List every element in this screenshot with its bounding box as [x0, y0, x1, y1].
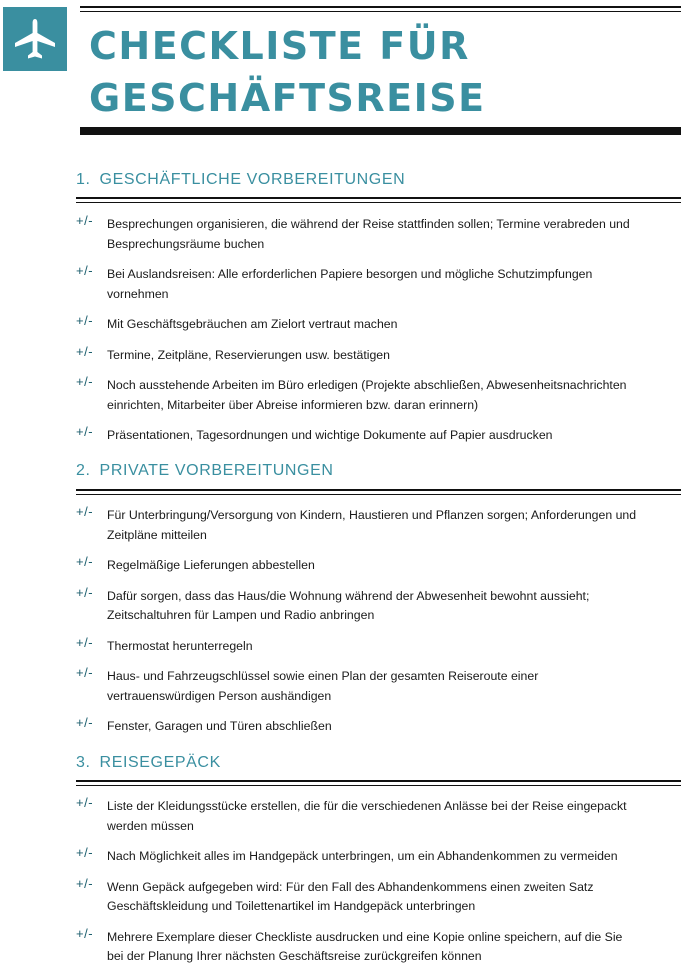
section-rule-thin: [76, 202, 681, 203]
checklist-item-text: Mehrere Exemplare dieser Checkliste ausdrucken und eine Kopie online speichern, auf die Sie bei der Planung Ihrer nächsten Geschäftsreise zurückgreifen können: [107, 929, 623, 963]
checklist-item-text: Dafür sorgen, dass das Haus/die Wohnung während der Abwesenheit bewohnt aussieht; Zeitschaltuhren für Lampen und Radio anbringen: [107, 588, 590, 622]
checklist-item-text: Thermostat herunterregeln: [107, 638, 253, 653]
header-rule-top-thin: [80, 11, 681, 12]
checklist-item: [0, 715, 682, 737]
section-heading: [76, 171, 405, 189]
checklist-private: [0, 504, 682, 746]
checklist-item: [0, 263, 682, 304]
checklist-item: [0, 795, 682, 836]
section-heading: [76, 754, 221, 772]
section-title: REISEGEPÄCK: [99, 754, 221, 771]
section-number: 2.: [76, 462, 91, 479]
checklist-item: [0, 635, 682, 657]
checklist-item-text: Mit Geschäftsgebräuchen am Zielort vertraut machen: [107, 317, 398, 331]
plus-minus-marker: +/-: [76, 374, 94, 389]
plus-minus-marker: +/-: [76, 263, 94, 278]
checklist-item-text: Besprechungen organisieren, die während der Reise stattfinden sollen; Termine verabreden und Besprechungsräume buchen: [107, 217, 630, 251]
checklist-item: [0, 876, 682, 917]
plus-minus-marker: +/-: [76, 584, 94, 600]
plus-minus-marker: +/-: [76, 343, 94, 359]
checklist-item: [0, 845, 682, 867]
airplane-icon: [11, 15, 59, 63]
checklist-item: [0, 665, 682, 706]
checklist-item-text: Präsentationen, Tagesordnungen und wichtige Dokumente auf Papier ausdrucken: [107, 428, 553, 442]
checklist-item-text: Bei Auslandsreisen: Alle erforderlichen Papiere besorgen und mögliche Schutzimpfungen vornehmen: [107, 267, 593, 301]
section-title: PRIVATE VORBEREITUNGEN: [99, 462, 334, 479]
section-heading: [76, 462, 334, 480]
logo-badge: [3, 7, 67, 71]
section-title: GESCHÄFTLICHE VORBEREITUNGEN: [99, 171, 406, 188]
checklist-business: [0, 213, 682, 455]
plus-minus-marker: +/-: [76, 504, 94, 519]
checklist-item: [0, 313, 682, 335]
section-rule-thin: [76, 785, 681, 786]
section-rule: [76, 197, 681, 199]
checklist-item: [0, 424, 682, 446]
checklist-item-text: Termine, Zeitpläne, Reservierungen usw. bestätigen: [107, 347, 390, 362]
checklist-item-text: Wenn Gepäck aufgegeben wird: Für den Fall des Abhandenkommens einen zweiten Satz Geschäftskleidung und Toilettenartikel im Handgepäck unterbringen: [107, 879, 594, 913]
page-title: [89, 20, 486, 124]
checklist-item-text: Fenster, Garagen und Türen abschließen: [107, 719, 332, 733]
checklist-item-text: Nach Möglichkeit alles im Handgepäck unterbringen, um ein Abhandenkommen zu vermeiden: [107, 849, 618, 863]
section-rule: [76, 780, 681, 782]
section-number: 1.: [76, 171, 91, 188]
checklist-item: [0, 374, 682, 415]
checklist-item-text: Regelmäßige Lieferungen abbestellen: [107, 558, 315, 572]
header-rule-top: [80, 6, 681, 8]
section-rule: [76, 489, 681, 491]
plus-minus-marker: +/-: [76, 845, 94, 860]
checklist-item: [0, 554, 682, 576]
checklist-item-text: Noch ausstehende Arbeiten im Büro erledigen (Projekte abschließen, Abwesenheitsnachrichten einrichten, Mitarbeiter über Abreise informieren bzw. daran erinnern): [107, 378, 627, 412]
plus-minus-marker: +/-: [76, 715, 94, 730]
plus-minus-marker: +/-: [76, 554, 94, 569]
page-title-line1: CHECKLISTE FÜR: [89, 24, 470, 68]
checklist-item-text: Liste der Kleidungsstücke erstellen, die für die verschiedenen Anlässe bei der Reise eingepackt werden müssen: [107, 799, 627, 833]
checklist-luggage: [0, 795, 682, 976]
checklist-item: [0, 926, 682, 967]
checklist-item: [0, 213, 682, 254]
section-number: 3.: [76, 754, 91, 771]
page-title-line2: GESCHÄFTSREISE: [89, 76, 486, 120]
checklist-item-text: Haus- und Fahrzeugschlüssel sowie einen Plan der gesamten Reiseroute einer vertrauenswürdigen Person aushändigen: [107, 669, 539, 703]
plus-minus-marker: +/-: [76, 313, 94, 328]
checklist-item: [0, 344, 682, 366]
plus-minus-marker: +/-: [76, 634, 94, 650]
section-rule-thin: [76, 494, 681, 495]
checklist-item: [0, 504, 682, 545]
checklist-item: [0, 585, 682, 626]
header-rule-thick: [80, 127, 681, 135]
plus-minus-marker: +/-: [76, 424, 94, 439]
plus-minus-marker: +/-: [76, 925, 94, 941]
plus-minus-marker: +/-: [76, 875, 94, 891]
plus-minus-marker: +/-: [76, 665, 94, 680]
plus-minus-marker: +/-: [76, 213, 94, 228]
plus-minus-marker: +/-: [76, 795, 94, 810]
checklist-item-text: Für Unterbringung/Versorgung von Kindern, Haustieren und Pflanzen sorgen; Anforderungen und Zeitpläne mitteilen: [107, 508, 637, 542]
